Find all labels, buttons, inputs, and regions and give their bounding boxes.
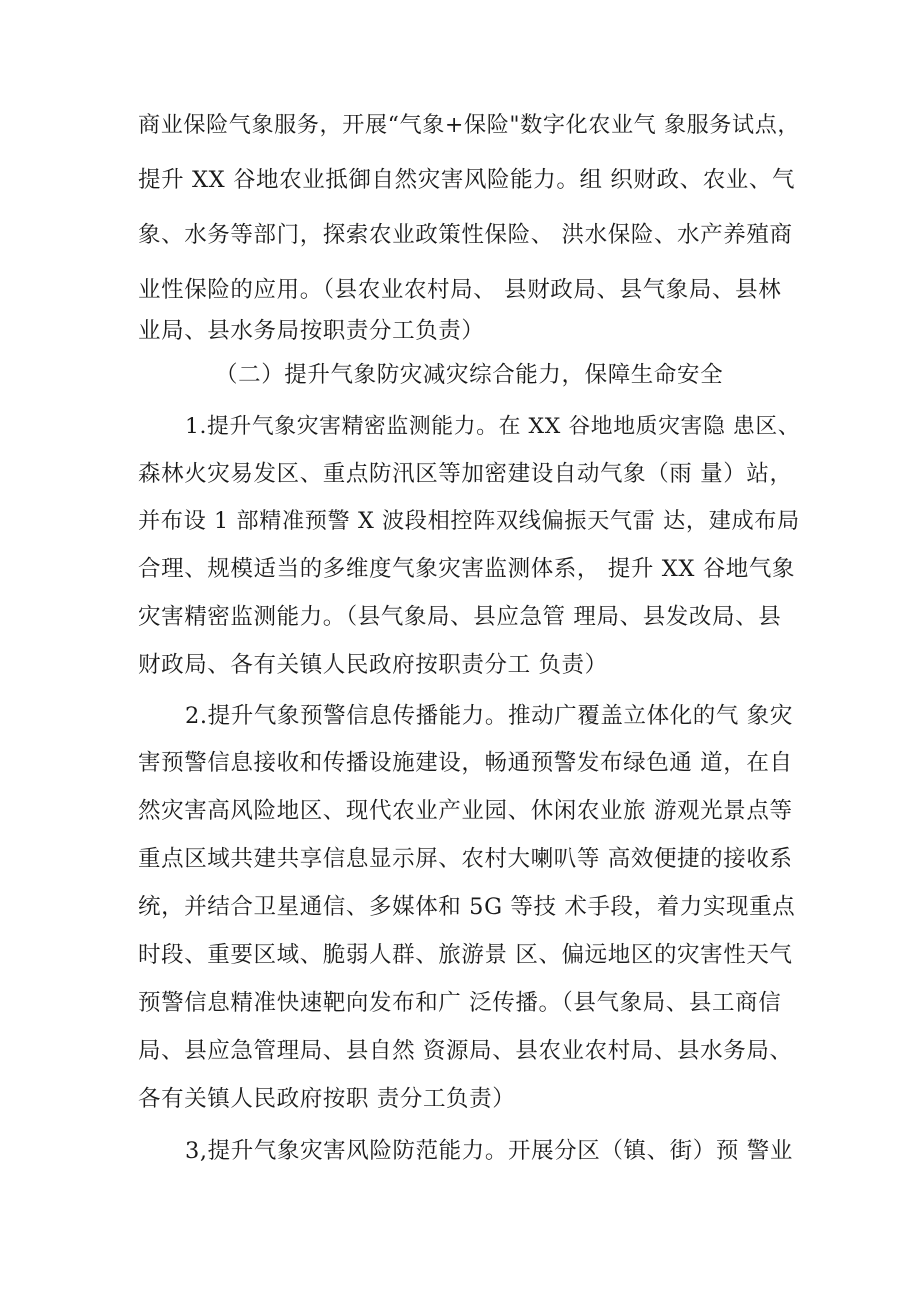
text-line: 象、水务等部门，探索农业政策性保险、 洪水保险、水产养殖商	[138, 222, 793, 248]
text-line: 业性保险的应用。（县农业农村局、 县财政局、县气象局、县林	[138, 277, 782, 303]
text-line: 灾害精密监测能力。（县气象局、县应急管 理局、县发改局、县	[138, 604, 782, 630]
paragraph-first-line: 3,提升气象灾害风险防范能力。开展分区（镇、街）预 警业	[185, 1138, 793, 1164]
text-line: 业局、县水务局按职责分工负责）	[138, 318, 485, 344]
text-line: 提升 XX 谷地农业抵御自然灾害风险能力。组 织财政、农业、气	[138, 167, 796, 193]
text-line: 害预警信息接收和传播设施建设，畅通预警发布绿色通 道，在自	[138, 750, 793, 776]
text-line: 财政局、各有关镇人民政府按职责分工 负责）	[138, 652, 608, 678]
text-line: 合理、规模适当的多维度气象灾害监测体系， 提升 XX 谷地气象	[138, 556, 796, 582]
paragraph-first-line: 1.提升气象灾害精密监测能力。在 XX 谷地地质灾害隐 患区、	[185, 414, 801, 439]
paragraph-first-line: 2.提升气象预警信息传播能力。推动广覆盖立体化的气 象灾	[185, 703, 793, 729]
text-line: 统，并结合卫星通信、多媒体和 5G 等技 术手段，着力实现重点	[138, 894, 796, 920]
text-line: 时段、重要区域、脆弱人群、旅游景 区、偏远地区的灾害性天气	[138, 942, 793, 968]
text-line: 并布设 1 部精准预警 X 波段相控阵双线偏振天气雷 达，建成布局	[138, 508, 800, 534]
text-line: 局、县应急管理局、县自然 资源局、县农业农村局、县水务局、	[138, 1038, 793, 1064]
text-line: 预警信息精准快速靶向发布和广 泛传播。（县气象局、县工商信	[138, 990, 782, 1016]
section-heading: （二）提升气象防灾减灾综合能力，保障生命安全	[215, 362, 724, 388]
text-line: 商业保险气象服务，开展“气象+保险"数字化农业气 象服务试点，	[138, 112, 801, 138]
text-line: 重点区域共建共享信息显示屏、农村大喇叭等 高效便捷的接收系	[138, 846, 793, 872]
text-line: 森林火灾易发区、重点防汛区等加密建设自动气象（雨 量）站，	[138, 461, 793, 487]
text-line: 然灾害高风险地区、现代农业产业园、休闲农业旅 游观光景点等	[138, 798, 793, 824]
text-line: 各有关镇人民政府按职 责分工负责）	[138, 1086, 516, 1112]
